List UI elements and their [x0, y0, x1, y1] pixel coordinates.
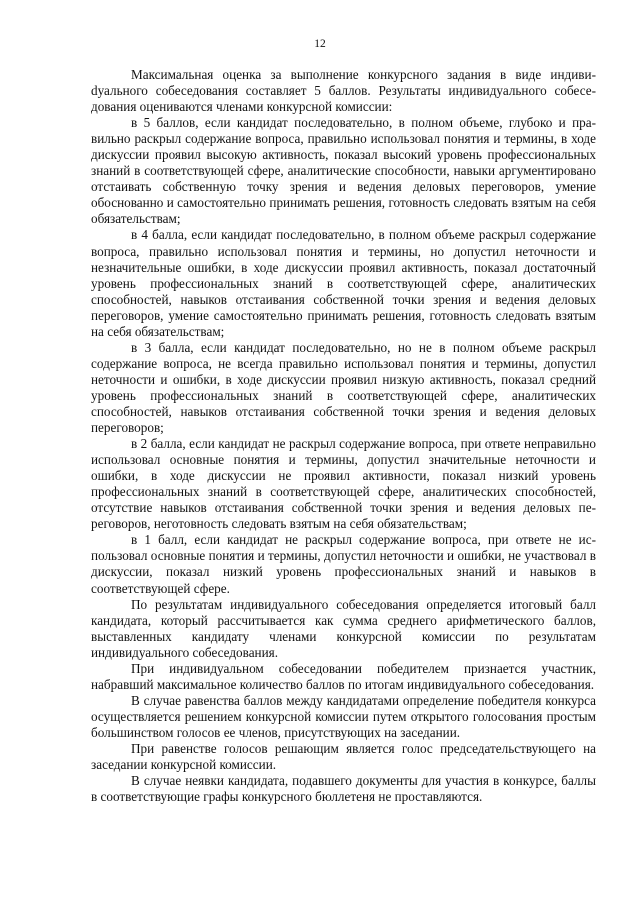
paragraph-score-4: в 4 балла, если кандидат последовательно, в полном объеме раскрыл содержание вопроса, правильно использовал понятия и термины, но допустил неточности и незначительные ошибки, в ходе дискуссии проявил активность, показал достаточный уровень профессиональных знаний в соответствующей сфере, аналитических способностей, навыков отстаивания собственной точки зрения и ведения деловых переговоров, умение самостоятельно принимать решения, готовность следовать взятым на себя обязательствам;: [91, 227, 596, 339]
paragraph-score-5: в 5 баллов, если кандидат последовательно, в полном объеме, глубоко и правильно раскрыл содержание вопроса, правильно использовал понятия и термины, в ходе дискуссии проявил высокую активность, показал высокий уровень профессиональных знаний в соответствующей сфере, аналитические способности, навыки аргументировано отстаивать собственную точку зрения и ведения деловых переговоров, умение обоснованно и самостоятельно принимать решения, готовность следовать взятым на себя обязательствам;: [91, 115, 596, 227]
paragraph-tie-vote: При равенстве голосов решающим является голос председательствующего на заседании конкурсной комиссии.: [91, 740, 596, 773]
page-number: 12: [314, 38, 326, 50]
paragraph-absence: В случае неявки кандидата, подавшего документы для участия в конкурсе, баллы в соответствующие графы конкурсного бюллетеня не проставляются.: [91, 773, 596, 805]
paragraph-intro: Максимальная оценка за выполнение конкурсного задания в виде индивиdуального собеседования составляет 5 баллов. Результаты индивидуального собеседования оцениваются членами конкурсной комиссии:: [91, 67, 596, 115]
paragraph-score-1: в 1 балл, если кандидат не раскрыл содержание вопроса, при ответе не использовал основные понятия и термины, допустил неточности и ошибки, не участвовал в дискуссии, показал низкий уровень профессиональных знаний и навыков в соответствующей сфере.: [91, 532, 596, 596]
paragraph-final-score: По результатам индивидуального собеседования определяется итоговый балл кандидата, который рассчитывается как сумма среднего арифметического баллов, выставленных кандидату членами конкурсной комиссии по результатам индивидуального собеседования.: [91, 596, 596, 660]
paragraph-score-2: в 2 балла, если кандидат не раскрыл содержание вопроса, при ответе неправильно использовал основные понятия и термины, допустил значительные неточности и ошибки, в ходе дискуссии не проявил активности, показал низкий уровень профессиональных знаний в соответствующей сфере, аналитических способностей, отсутствие навыков отстаивания собственной точки зрения и ведения деловых переговоров, неготовность следовать взятым на себя обязательствам;: [91, 436, 596, 532]
paragraph-winner: При индивидуальном собеседовании победителем признается участник, набравший максимальное количество баллов по итогам индивидуального собеседования.: [91, 660, 596, 692]
document-body: [91, 67, 596, 805]
paragraph-score-3: в 3 балла, если кандидат последовательно, но не в полном объеме раскрыл содержание вопроса, не всегда правильно использовал понятия и термины, допустил неточности и ошибки, в ходе дискуссии проявил низкую активность, показал средний уровень профессиональных знаний в соответствующей сфере, аналитических способностей, навыков отстаивания собственной точки зрения и ведения деловых переговоров;: [91, 339, 596, 436]
paragraph-tie: В случае равенства баллов между кандидатами определение победителя конкурса осуществляется решением конкурсной комиссии путем открытого голосования простым большинством голосов ее членов, присутствующих на заседании.: [91, 692, 596, 740]
